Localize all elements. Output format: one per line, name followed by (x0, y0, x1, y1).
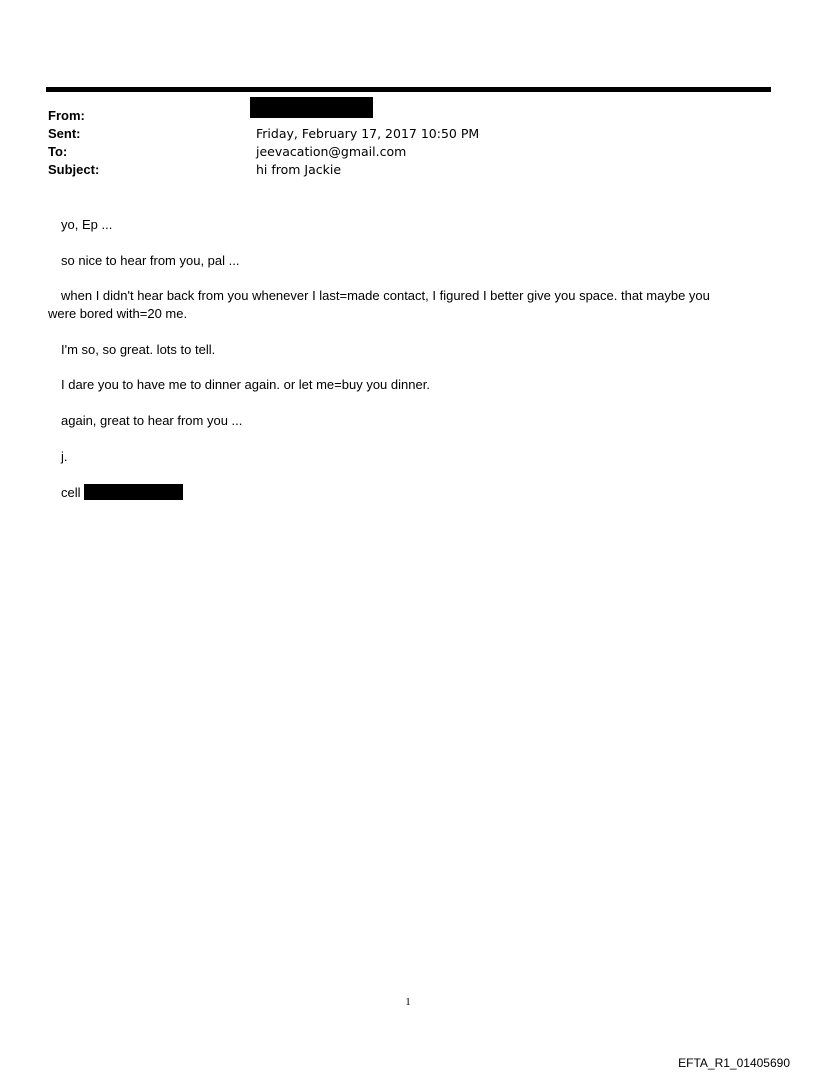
sent-value: Friday, February 17, 2017 10:50 PM (256, 126, 480, 141)
body-line-4: I dare you to have me to dinner again. or let me=buy you dinner. (61, 377, 430, 392)
subject-label: Subject: (48, 162, 100, 177)
from-redaction-block (250, 97, 373, 118)
to-value: jeevacation@gmail.com (256, 144, 407, 159)
cell-redaction-block (84, 484, 183, 500)
sent-label: Sent: (48, 126, 81, 141)
header-divider (46, 87, 771, 92)
body-line-2a: when I didn't hear back from you whenever I last=made contact, I figured I better give you space. that maybe you (61, 288, 710, 303)
sent-row (48, 125, 768, 143)
body-line-2b: were bored with=20 me. (48, 306, 188, 321)
body-line-1: so nice to hear from you, pal ... (61, 253, 240, 268)
from-row (48, 107, 768, 125)
subject-row (48, 161, 768, 179)
body-line-3: I'm so, so great. lots to tell. (61, 342, 216, 357)
document-id: EFTA_R1_01405690 (678, 1056, 790, 1070)
body-greeting: yo, Ep ... (61, 217, 113, 232)
body-signoff: j. (61, 449, 68, 464)
from-label: From: (48, 108, 85, 123)
to-label: To: (48, 144, 68, 159)
page-number: 1 (405, 996, 411, 1008)
body-line-5: again, great to hear from you ... (61, 413, 243, 428)
cell-label: cell (61, 485, 81, 500)
subject-value: hi from Jackie (256, 162, 342, 177)
to-row (48, 143, 768, 161)
